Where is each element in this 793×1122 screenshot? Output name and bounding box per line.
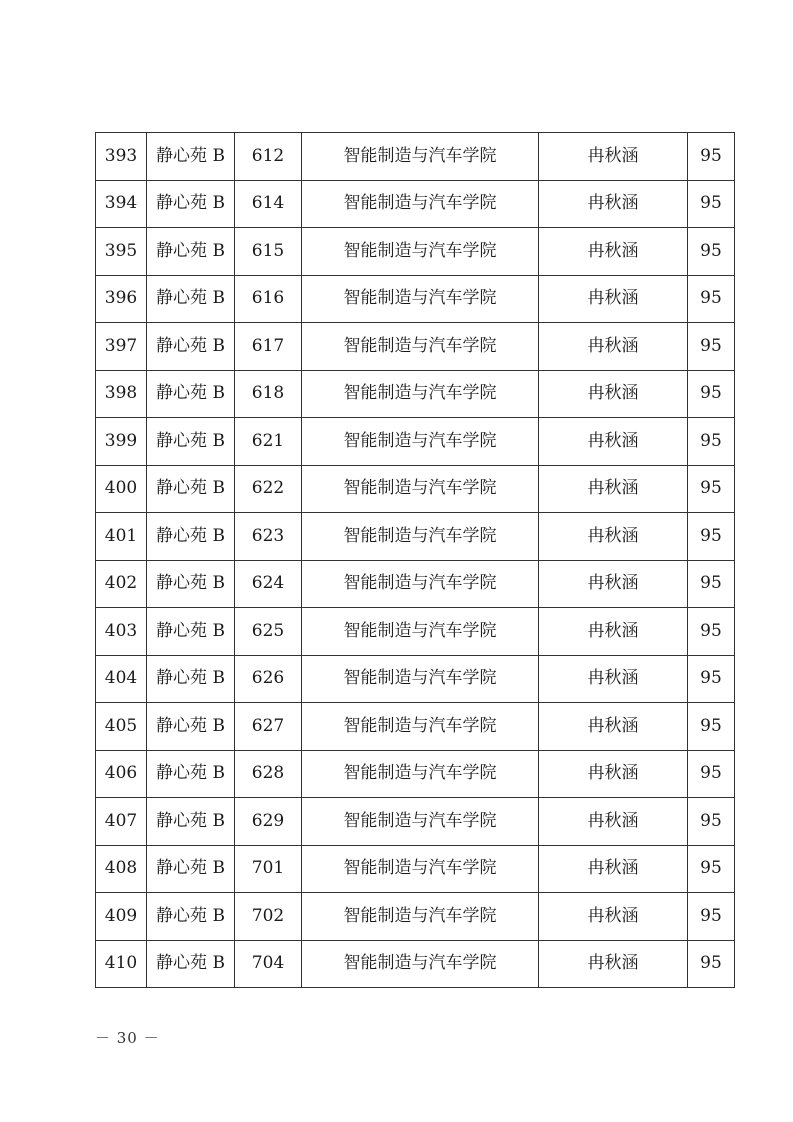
name-cell: 冉秋涵 <box>539 323 688 371</box>
table-row <box>96 940 735 988</box>
name-cell: 冉秋涵 <box>539 560 688 608</box>
score-cell: 95 <box>688 560 735 608</box>
name-cell: 冉秋涵 <box>539 228 688 276</box>
row-index-cell: 402 <box>96 560 147 608</box>
score-cell: 95 <box>688 228 735 276</box>
table-row <box>96 133 735 181</box>
score-cell: 95 <box>688 418 735 466</box>
college-cell: 智能制造与汽车学院 <box>302 798 539 846</box>
building-cell: 静心苑 B <box>147 703 235 751</box>
score-cell: 95 <box>688 513 735 561</box>
name-cell: 冉秋涵 <box>539 465 688 513</box>
college-cell: 智能制造与汽车学院 <box>302 133 539 181</box>
room-number-cell: 618 <box>235 370 302 418</box>
room-number-cell: 614 <box>235 180 302 228</box>
row-index-cell: 405 <box>96 703 147 751</box>
row-index-cell: 401 <box>96 513 147 561</box>
name-cell: 冉秋涵 <box>539 513 688 561</box>
table-row <box>96 560 735 608</box>
college-cell: 智能制造与汽车学院 <box>302 560 539 608</box>
score-cell: 95 <box>688 370 735 418</box>
score-cell: 95 <box>688 750 735 798</box>
table-row <box>96 418 735 466</box>
college-cell: 智能制造与汽车学院 <box>302 655 539 703</box>
score-cell: 95 <box>688 703 735 751</box>
college-cell: 智能制造与汽车学院 <box>302 465 539 513</box>
building-cell: 静心苑 B <box>147 228 235 276</box>
table-row <box>96 228 735 276</box>
college-cell: 智能制造与汽车学院 <box>302 845 539 893</box>
building-cell: 静心苑 B <box>147 180 235 228</box>
building-cell: 静心苑 B <box>147 940 235 988</box>
room-number-cell: 701 <box>235 845 302 893</box>
room-number-cell: 626 <box>235 655 302 703</box>
name-cell: 冉秋涵 <box>539 703 688 751</box>
table-row <box>96 893 735 941</box>
building-cell: 静心苑 B <box>147 608 235 656</box>
name-cell: 冉秋涵 <box>539 940 688 988</box>
building-cell: 静心苑 B <box>147 845 235 893</box>
building-cell: 静心苑 B <box>147 798 235 846</box>
score-cell: 95 <box>688 798 735 846</box>
table-row <box>96 750 735 798</box>
room-number-cell: 616 <box>235 275 302 323</box>
college-cell: 智能制造与汽车学院 <box>302 418 539 466</box>
building-cell: 静心苑 B <box>147 513 235 561</box>
building-cell: 静心苑 B <box>147 655 235 703</box>
college-cell: 智能制造与汽车学院 <box>302 323 539 371</box>
score-cell: 95 <box>688 465 735 513</box>
name-cell: 冉秋涵 <box>539 608 688 656</box>
table-row <box>96 703 735 751</box>
building-cell: 静心苑 B <box>147 893 235 941</box>
name-cell: 冉秋涵 <box>539 180 688 228</box>
name-cell: 冉秋涵 <box>539 893 688 941</box>
college-cell: 智能制造与汽车学院 <box>302 940 539 988</box>
row-index-cell: 397 <box>96 323 147 371</box>
row-index-cell: 406 <box>96 750 147 798</box>
name-cell: 冉秋涵 <box>539 845 688 893</box>
room-number-cell: 702 <box>235 893 302 941</box>
row-index-cell: 395 <box>96 228 147 276</box>
score-cell: 95 <box>688 133 735 181</box>
room-number-cell: 621 <box>235 418 302 466</box>
row-index-cell: 404 <box>96 655 147 703</box>
name-cell: 冉秋涵 <box>539 655 688 703</box>
building-cell: 静心苑 B <box>147 133 235 181</box>
college-cell: 智能制造与汽车学院 <box>302 370 539 418</box>
name-cell: 冉秋涵 <box>539 133 688 181</box>
page-number: － 30 － <box>95 1029 160 1047</box>
name-cell: 冉秋涵 <box>539 275 688 323</box>
table-row <box>96 323 735 371</box>
name-cell: 冉秋涵 <box>539 798 688 846</box>
room-number-cell: 628 <box>235 750 302 798</box>
room-number-cell: 704 <box>235 940 302 988</box>
row-index-cell: 403 <box>96 608 147 656</box>
room-number-cell: 629 <box>235 798 302 846</box>
building-cell: 静心苑 B <box>147 465 235 513</box>
building-cell: 静心苑 B <box>147 370 235 418</box>
building-cell: 静心苑 B <box>147 750 235 798</box>
building-cell: 静心苑 B <box>147 275 235 323</box>
score-cell: 95 <box>688 845 735 893</box>
room-number-cell: 623 <box>235 513 302 561</box>
row-index-cell: 407 <box>96 798 147 846</box>
table-row <box>96 465 735 513</box>
college-cell: 智能制造与汽车学院 <box>302 228 539 276</box>
name-cell: 冉秋涵 <box>539 370 688 418</box>
row-index-cell: 398 <box>96 370 147 418</box>
table-row <box>96 370 735 418</box>
row-index-cell: 399 <box>96 418 147 466</box>
score-cell: 95 <box>688 940 735 988</box>
room-number-cell: 617 <box>235 323 302 371</box>
name-cell: 冉秋涵 <box>539 418 688 466</box>
table-row <box>96 608 735 656</box>
room-number-cell: 615 <box>235 228 302 276</box>
score-cell: 95 <box>688 275 735 323</box>
score-cell: 95 <box>688 608 735 656</box>
row-index-cell: 396 <box>96 275 147 323</box>
building-cell: 静心苑 B <box>147 323 235 371</box>
row-index-cell: 410 <box>96 940 147 988</box>
table-row <box>96 180 735 228</box>
row-index-cell: 408 <box>96 845 147 893</box>
college-cell: 智能制造与汽车学院 <box>302 893 539 941</box>
table-row <box>96 798 735 846</box>
table-row <box>96 655 735 703</box>
college-cell: 智能制造与汽车学院 <box>302 703 539 751</box>
row-index-cell: 400 <box>96 465 147 513</box>
room-number-cell: 612 <box>235 133 302 181</box>
row-index-cell: 393 <box>96 133 147 181</box>
dormitory-table <box>95 132 735 988</box>
college-cell: 智能制造与汽车学院 <box>302 275 539 323</box>
college-cell: 智能制造与汽车学院 <box>302 180 539 228</box>
table-body <box>96 133 735 988</box>
table-row <box>96 845 735 893</box>
row-index-cell: 409 <box>96 893 147 941</box>
room-number-cell: 622 <box>235 465 302 513</box>
row-index-cell: 394 <box>96 180 147 228</box>
score-cell: 95 <box>688 893 735 941</box>
building-cell: 静心苑 B <box>147 560 235 608</box>
table-row <box>96 513 735 561</box>
room-number-cell: 624 <box>235 560 302 608</box>
table-row <box>96 275 735 323</box>
college-cell: 智能制造与汽车学院 <box>302 750 539 798</box>
college-cell: 智能制造与汽车学院 <box>302 608 539 656</box>
room-number-cell: 625 <box>235 608 302 656</box>
college-cell: 智能制造与汽车学院 <box>302 513 539 561</box>
score-cell: 95 <box>688 180 735 228</box>
score-cell: 95 <box>688 323 735 371</box>
building-cell: 静心苑 B <box>147 418 235 466</box>
score-cell: 95 <box>688 655 735 703</box>
name-cell: 冉秋涵 <box>539 750 688 798</box>
room-number-cell: 627 <box>235 703 302 751</box>
